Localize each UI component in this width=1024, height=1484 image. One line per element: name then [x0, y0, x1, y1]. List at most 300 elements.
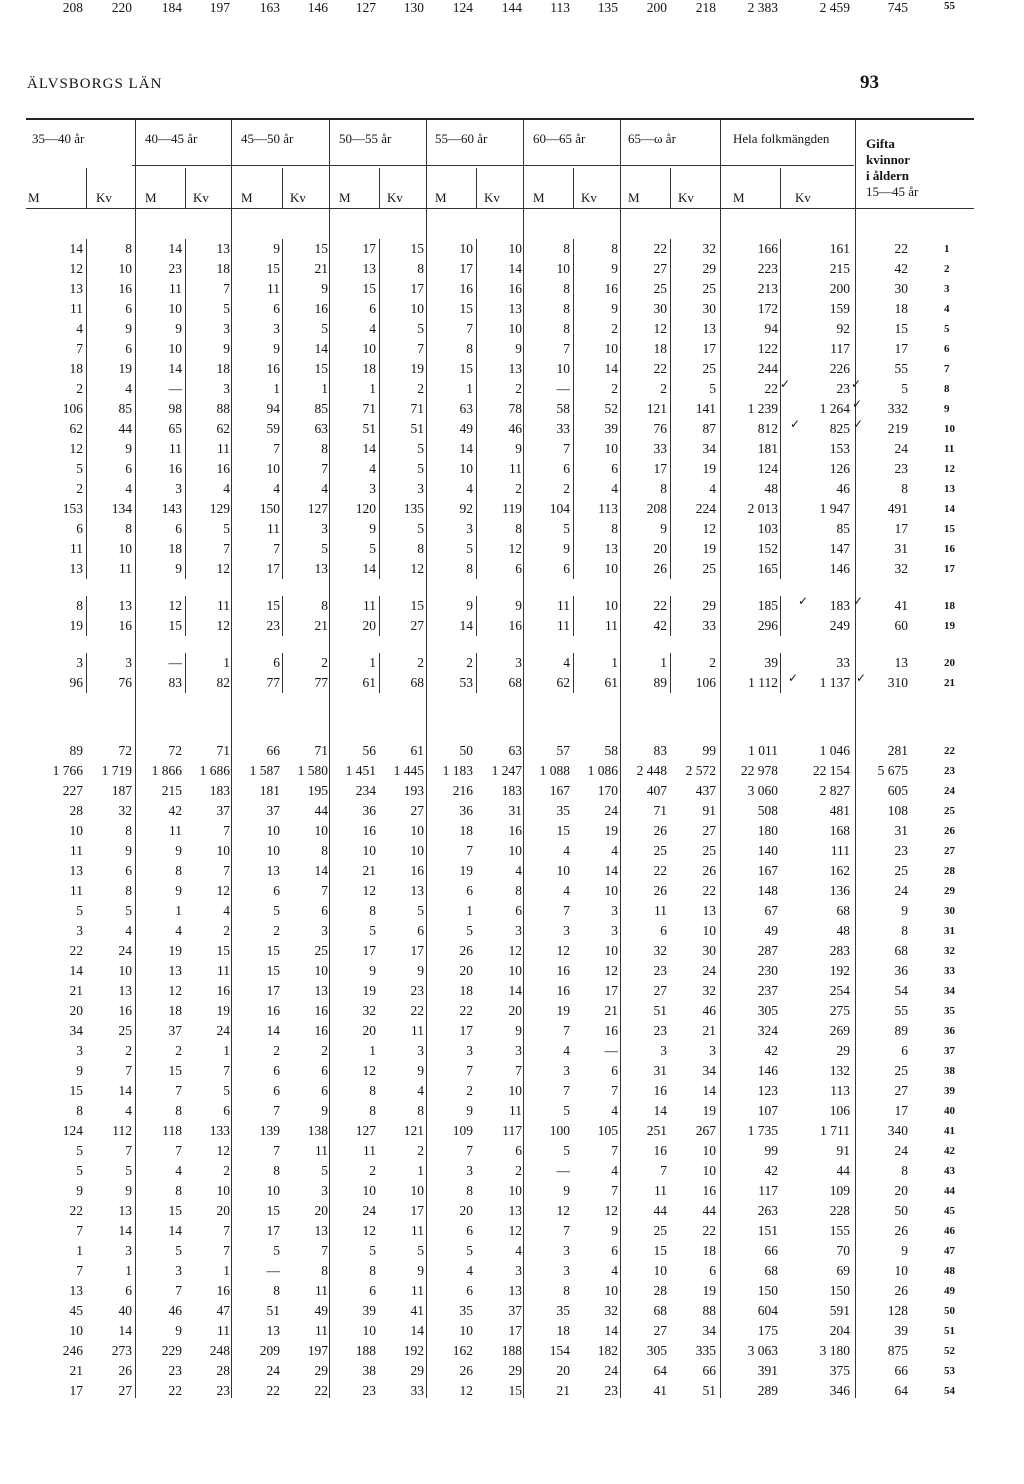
table-cell: 5: [417, 903, 424, 918]
table-cell: 124: [757, 461, 778, 476]
table-cell: 8: [321, 598, 328, 613]
table-cell: 10: [410, 823, 424, 838]
table-cell: 9: [175, 1323, 182, 1338]
table-cell: 72: [118, 743, 132, 758]
table-cell: 16: [266, 1003, 280, 1018]
row-number: 36: [944, 1025, 955, 1037]
table-cell: 1: [466, 381, 473, 396]
table-cell: 17: [266, 1223, 280, 1238]
table-cell: 61: [362, 675, 376, 690]
table-cell: 7: [273, 1143, 280, 1158]
table-cell: 113: [550, 0, 570, 15]
table-cell: 9: [273, 241, 280, 256]
table-cell: 112: [112, 1123, 132, 1138]
table-cell: 104: [549, 501, 570, 516]
table-cell: 63: [314, 421, 328, 436]
table-cell: 1 866: [151, 763, 182, 778]
table-cell: 13: [266, 863, 280, 878]
table-cell: 1 587: [249, 763, 280, 778]
table-cell: 161: [829, 241, 850, 256]
table-cell: 146: [757, 1063, 778, 1078]
row-number: 30: [944, 905, 955, 917]
table-cell: 16: [118, 618, 132, 633]
table-cell: 195: [307, 783, 328, 798]
table-cell: 52: [604, 401, 618, 416]
table-cell: 24: [216, 1023, 230, 1038]
table-cell: 12: [216, 883, 230, 898]
table-cell: 154: [549, 1343, 570, 1358]
table-cell: 188: [355, 1343, 376, 1358]
table-cell: 14: [314, 341, 328, 356]
table-cell: 20: [459, 1203, 473, 1218]
table-cell: 50: [459, 743, 473, 758]
table-cell: 31: [653, 1063, 667, 1078]
table-cell: 3: [466, 521, 473, 536]
table-cell: 25: [118, 1023, 132, 1038]
header-bottom-rule: [26, 208, 974, 209]
table-cell: 3 063: [747, 1343, 778, 1358]
table-cell: 1: [223, 1043, 230, 1058]
table-cell: 105: [597, 1123, 618, 1138]
table-cell: 6: [515, 561, 522, 576]
table-cell: 15: [894, 321, 908, 336]
table-cell: 10: [604, 341, 618, 356]
table-cell: 106: [62, 401, 83, 416]
table-cell: 64: [653, 1363, 667, 1378]
table-cell: 8: [563, 241, 570, 256]
table-cell: 3: [611, 903, 618, 918]
table-cell: 11: [169, 823, 182, 838]
gifta-header-line: kvinnor: [866, 152, 911, 167]
table-cell: 19: [362, 983, 376, 998]
row-number: 2: [944, 263, 950, 275]
table-cell: 6: [321, 903, 328, 918]
row-number: 19: [944, 620, 955, 632]
table-cell: 9: [660, 521, 667, 536]
table-cell: 121: [403, 1123, 424, 1138]
table-cell: 9: [125, 441, 132, 456]
table-cell: 23: [894, 461, 908, 476]
table-cell: 71: [216, 743, 230, 758]
table-cell: 227: [62, 783, 83, 798]
table-cell: 4: [563, 1043, 570, 1058]
table-cell: 2: [417, 381, 424, 396]
table-cell: 1 046: [819, 743, 850, 758]
table-cell: 8: [76, 598, 83, 613]
table-cell: 71: [314, 743, 328, 758]
table-cell: 71: [362, 401, 376, 416]
table-cell: 8: [369, 1103, 376, 1118]
table-cell: 10: [604, 598, 618, 613]
table-cell: 30: [702, 301, 716, 316]
table-cell: 14: [168, 1223, 182, 1238]
table-cell: 17: [266, 983, 280, 998]
table-cell: 13: [69, 281, 83, 296]
table-cell: 246: [62, 1343, 83, 1358]
table-cell: 7: [76, 341, 83, 356]
table-cell: 29: [836, 1043, 850, 1058]
table-cell: 8: [175, 1183, 182, 1198]
table-cell: 15: [216, 943, 230, 958]
table-cell: 305: [757, 1003, 778, 1018]
table-cell: 24: [702, 963, 716, 978]
table-cell: 12: [508, 541, 522, 556]
table-cell: 17: [410, 1203, 424, 1218]
table-cell: 19: [702, 461, 716, 476]
table-cell: 1: [223, 655, 230, 670]
table-cell: 1 086: [587, 763, 618, 778]
table-cell: 16: [508, 618, 522, 633]
table-cell: 6: [417, 923, 424, 938]
row-number: 41: [944, 1125, 955, 1137]
table-cell: 10: [459, 1323, 473, 1338]
table-cell: 18: [362, 361, 376, 376]
table-cell: 237: [757, 983, 778, 998]
table-cell: 44: [836, 1163, 850, 1178]
table-cell: 51: [266, 1303, 280, 1318]
table-cell: 11: [363, 598, 376, 613]
table-cell: 94: [764, 321, 778, 336]
table-cell: 11: [654, 1183, 667, 1198]
table-cell: 27: [410, 618, 424, 633]
table-cell: 23: [266, 618, 280, 633]
row-number: 40: [944, 1105, 955, 1117]
table-cell: 13: [410, 883, 424, 898]
table-cell: 1 112: [748, 675, 778, 690]
table-cell: 19: [168, 943, 182, 958]
table-cell: 17: [894, 341, 908, 356]
table-cell: 66: [764, 1243, 778, 1258]
table-cell: —: [168, 655, 182, 670]
table-cell: 98: [168, 401, 182, 416]
table-cell: 19: [556, 1003, 570, 1018]
table-cell: 18: [653, 341, 667, 356]
table-cell: 2: [515, 1163, 522, 1178]
row-number: 7: [944, 363, 950, 375]
row-number: 4: [944, 303, 950, 315]
table-cell: 10: [266, 823, 280, 838]
table-cell: 22 154: [812, 763, 850, 778]
table-cell: 6: [515, 1143, 522, 1158]
table-cell: 27: [702, 823, 716, 838]
table-cell: 9: [515, 341, 522, 356]
table-cell: 85: [836, 521, 850, 536]
table-cell: —: [168, 381, 182, 396]
table-cell: 66: [894, 1363, 908, 1378]
subheader-kv: Kv: [678, 190, 694, 205]
table-cell: 10: [604, 441, 618, 456]
table-cell: 3: [563, 1063, 570, 1078]
table-cell: 29: [702, 261, 716, 276]
table-cell: 197: [209, 0, 230, 15]
table-cell: 4: [175, 923, 182, 938]
table-cell: 14: [604, 863, 618, 878]
table-cell: 200: [646, 0, 667, 15]
row-number: 11: [944, 443, 955, 455]
table-cell: 1: [611, 655, 618, 670]
table-cell: 13: [118, 983, 132, 998]
table-cell: 89: [894, 1023, 908, 1038]
table-cell: 11: [267, 521, 280, 536]
table-cell: 2: [417, 1143, 424, 1158]
table-cell: 32: [702, 241, 716, 256]
table-cell: 208: [62, 0, 83, 15]
table-cell: 1: [273, 381, 280, 396]
table-cell: 16: [556, 963, 570, 978]
table-cell: 7: [76, 1263, 83, 1278]
table-cell: 58: [556, 401, 570, 416]
table-cell: 103: [757, 521, 778, 536]
table-cell: 18: [168, 1003, 182, 1018]
table-cell: 32: [362, 1003, 376, 1018]
table-cell: 34: [69, 1023, 83, 1038]
table-cell: 254: [829, 983, 850, 998]
table-cell: 15: [168, 1203, 182, 1218]
table-cell: 122: [757, 341, 778, 356]
table-cell: 139: [259, 1123, 280, 1138]
table-cell: 31: [894, 541, 908, 556]
table-cell: 10: [508, 843, 522, 858]
table-cell: 3: [321, 1183, 328, 1198]
table-cell: 147: [829, 541, 850, 556]
table-cell: 22: [266, 1383, 280, 1398]
table-cell: 14: [362, 441, 376, 456]
table-cell: 8: [901, 923, 908, 938]
row-number: 6: [944, 343, 950, 355]
table-cell: 3: [417, 481, 424, 496]
table-cell: 36: [459, 803, 473, 818]
table-cell: 16: [362, 823, 376, 838]
table-cell: 23: [836, 381, 850, 396]
table-cell: 14: [118, 1083, 132, 1098]
age-group-header: 65—ω år: [628, 131, 676, 146]
table-cell: 124: [62, 1123, 83, 1138]
table-cell: 5: [76, 1143, 83, 1158]
row-number: 29: [944, 885, 955, 897]
table-cell: 224: [695, 501, 716, 516]
table-cell: 159: [829, 301, 850, 316]
table-cell: 10: [118, 261, 132, 276]
table-cell: 127: [355, 0, 376, 15]
table-cell: 182: [597, 1343, 618, 1358]
table-cell: 7: [175, 1283, 182, 1298]
table-cell: 87: [702, 421, 716, 436]
table-cell: 11: [411, 1283, 424, 1298]
table-cell: 6: [660, 923, 667, 938]
row-number: 25: [944, 805, 955, 817]
subheader-m: M: [628, 190, 640, 205]
table-cell: 7: [466, 1143, 473, 1158]
table-cell: 216: [452, 783, 473, 798]
subheader-m: M: [241, 190, 253, 205]
table-cell: 12: [168, 598, 182, 613]
table-cell: 2 572: [685, 763, 716, 778]
table-cell: 10: [508, 1083, 522, 1098]
table-cell: 4: [369, 321, 376, 336]
table-cell: 8: [660, 481, 667, 496]
table-cell: 155: [829, 1223, 850, 1238]
table-cell: 91: [702, 803, 716, 818]
table-cell: 12: [556, 1203, 570, 1218]
table-cell: 14: [266, 1023, 280, 1038]
table-cell: 10: [410, 1183, 424, 1198]
table-cell: 226: [829, 361, 850, 376]
subheader-kv: Kv: [795, 190, 811, 205]
table-cell: 76: [653, 421, 667, 436]
table-cell: 24: [894, 883, 908, 898]
table-cell: 17: [362, 241, 376, 256]
table-cell: 3: [223, 321, 230, 336]
table-cell: 8: [369, 1083, 376, 1098]
subheader-m: M: [145, 190, 157, 205]
table-cell: 591: [829, 1303, 850, 1318]
age-group-header: 50—55 år: [339, 131, 392, 146]
table-cell: 10: [168, 301, 182, 316]
table-cell: 10: [266, 843, 280, 858]
table-cell: 94: [266, 401, 280, 416]
table-cell: 14: [702, 1083, 716, 1098]
table-cell: 14: [69, 241, 83, 256]
table-cell: 77: [266, 675, 280, 690]
table-cell: 5: [369, 923, 376, 938]
table-cell: 25: [702, 361, 716, 376]
table-cell: 3: [321, 923, 328, 938]
table-cell: 22: [314, 1383, 328, 1398]
subheader-kv: Kv: [290, 190, 306, 205]
table-cell: 23: [653, 1023, 667, 1038]
table-cell: 8: [125, 823, 132, 838]
table-cell: 4: [417, 1083, 424, 1098]
table-cell: 4: [223, 903, 230, 918]
table-cell: 10: [362, 341, 376, 356]
table-cell: 49: [764, 923, 778, 938]
subcolumn-separator: [86, 168, 87, 208]
table-cell: 3: [175, 1263, 182, 1278]
table-cell: 407: [646, 783, 667, 798]
table-cell: 13: [69, 1283, 83, 1298]
table-cell: 5: [466, 923, 473, 938]
table-cell: 6: [611, 1243, 618, 1258]
table-cell: 3: [273, 321, 280, 336]
age-group-header: 40—45 år: [145, 131, 198, 146]
table-cell: 11: [654, 903, 667, 918]
table-cell: 118: [162, 1123, 182, 1138]
table-cell: 2: [76, 381, 83, 396]
table-cell: 9: [175, 883, 182, 898]
table-cell: 3 180: [819, 1343, 850, 1358]
table-cell: 8: [515, 883, 522, 898]
table-cell: 12: [216, 561, 230, 576]
age-group-header: Hela folkmängden: [733, 131, 830, 146]
table-cell: 2: [563, 481, 570, 496]
table-cell: 17: [894, 1103, 908, 1118]
table-cell: 4: [273, 481, 280, 496]
table-cell: 215: [161, 783, 182, 798]
table-cell: 117: [830, 341, 850, 356]
table-cell: 3: [125, 1243, 132, 1258]
table-cell: 9: [125, 1183, 132, 1198]
table-cell: 10: [508, 241, 522, 256]
table-cell: 10: [314, 823, 328, 838]
table-cell: 19: [604, 823, 618, 838]
table-cell: 9: [901, 1243, 908, 1258]
table-cell: 25: [894, 863, 908, 878]
table-cell: 20: [894, 1183, 908, 1198]
table-cell: 16: [118, 1003, 132, 1018]
table-cell: 23: [216, 1383, 230, 1398]
table-cell: 150: [259, 501, 280, 516]
table-cell: 10: [702, 1163, 716, 1178]
table-cell: 7: [273, 1103, 280, 1118]
table-cell: 10: [459, 241, 473, 256]
table-cell: 17: [410, 943, 424, 958]
table-cell: 24: [266, 1363, 280, 1378]
table-cell: 9: [76, 1183, 83, 1198]
table-cell: 6: [125, 301, 132, 316]
table-cell: 8: [321, 441, 328, 456]
table-cell: 51: [362, 421, 376, 436]
table-cell: 8: [321, 1263, 328, 1278]
table-cell: 24: [604, 1363, 618, 1378]
row-number: 38: [944, 1065, 955, 1077]
table-cell: 148: [757, 883, 778, 898]
table-cell: 23: [604, 1383, 618, 1398]
table-cell: 10: [508, 321, 522, 336]
table-cell: 16: [508, 823, 522, 838]
table-cell: 13: [508, 1283, 522, 1298]
table-cell: 6: [273, 1083, 280, 1098]
subcolumn-separator: [185, 168, 186, 208]
table-cell: 6: [466, 883, 473, 898]
table-cell: 26: [653, 883, 667, 898]
table-cell: 12: [216, 1143, 230, 1158]
table-cell: 10: [118, 963, 132, 978]
table-cell: 13: [118, 598, 132, 613]
table-cell: 12: [362, 883, 376, 898]
age-group-header: 35—40 år: [32, 131, 85, 146]
table-cell: 17: [410, 281, 424, 296]
table-cell: 11: [217, 1323, 230, 1338]
table-cell: 8: [417, 261, 424, 276]
table-cell: 13: [894, 655, 908, 670]
table-cell: 108: [887, 803, 908, 818]
row-number: 24: [944, 785, 955, 797]
table-cell: 25: [702, 561, 716, 576]
table-cell: 44: [118, 421, 132, 436]
table-cell: 2: [223, 1163, 230, 1178]
table-cell: 10: [702, 1143, 716, 1158]
table-cell: 14: [314, 863, 328, 878]
check-mark-icon: ✓: [853, 417, 864, 431]
table-cell: 16: [314, 301, 328, 316]
table-cell: 19: [216, 1003, 230, 1018]
table-cell: 42: [764, 1163, 778, 1178]
table-cell: —: [556, 381, 570, 396]
table-cell: 11: [70, 301, 83, 316]
table-cell: 15: [410, 598, 424, 613]
table-cell: 15: [459, 301, 473, 316]
age-group-header: 45—50 år: [241, 131, 294, 146]
table-cell: 5: [125, 903, 132, 918]
table-cell: 8: [369, 903, 376, 918]
table-cell: 22: [702, 1223, 716, 1238]
table-cell: 6: [321, 1083, 328, 1098]
table-cell: 7: [466, 321, 473, 336]
table-cell: 26: [459, 943, 473, 958]
table-cell: 16: [604, 1023, 618, 1038]
table-cell: 76: [118, 675, 132, 690]
table-cell: 22: [459, 1003, 473, 1018]
